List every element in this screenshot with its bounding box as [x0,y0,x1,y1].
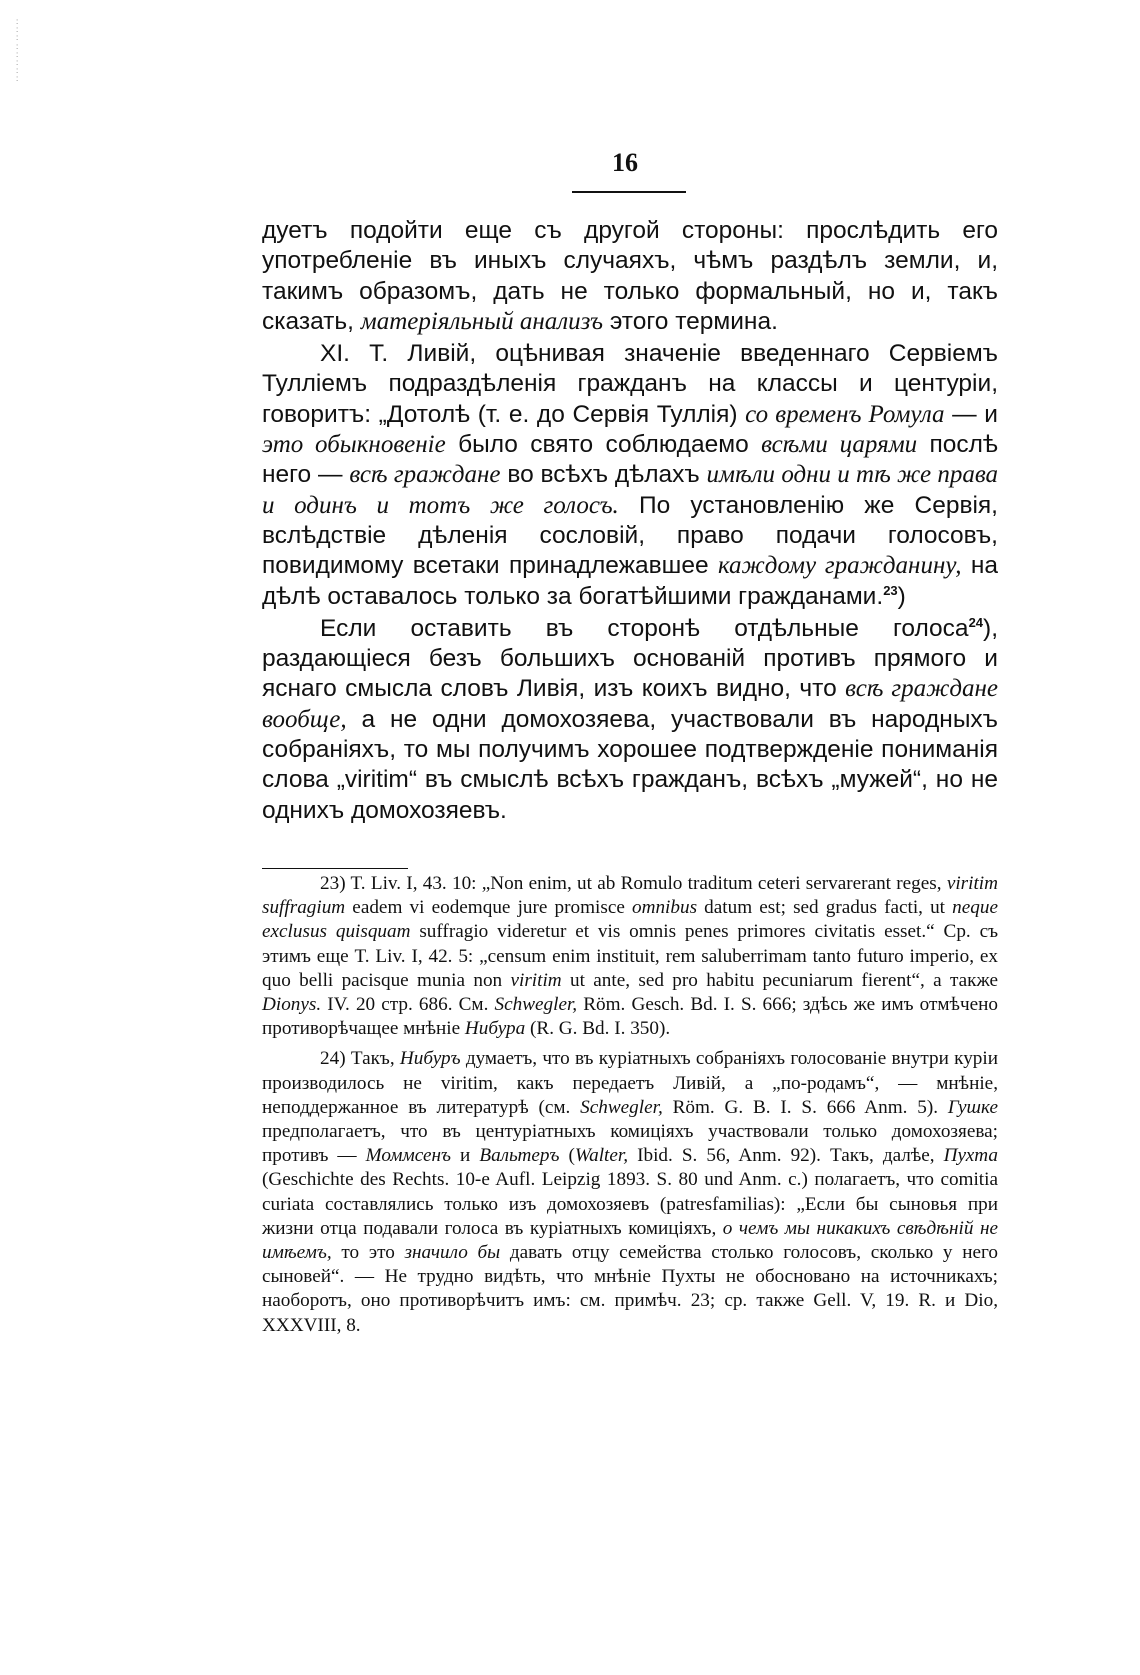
footnote-23: 23) T. Liv. I, 43. 10: „Non enim, ut ab Romulo traditum ceteri servarerant reges, viritim suffragium eadem vi eodemque jure promisce omnibus datum est; sed gradus facti, ut neque exclusus quisquam suffragio videretur et vis omnis penes primores civitatis esset.“ Ср. съ этимъ еще T. Liv. I, 42. 5: „censum enim instituit, rem saluberrimam tanto futuro imperio, ex quo belli pacisque munia non viritim ut ante, sed pro habitu pecuniarum fierent“, а также Dionys. IV. 20 стр. 686. См. Schwegler, Röm. Gesch. Bd. I. S. 666; здѣсь же имъ отмѣчено противорѣчащее мнѣніе Нибура (R. G. Bd. I. 350). [262,873,999,1040]
scan-margin-marks: : : : : : : : : [16,17,19,84]
footnote-24: 24) Такъ, Нибуръ думаетъ, что въ куріатныхъ собраніяхъ голосованіе внутри куріи производилось не viritim, какъ передаетъ Ливій, а „по-родамъ“, — мнѣніе, неподдержанное въ литературѣ (см. Schwegler, Röm. G. B. I. S. 666 Anm. 5). Гушке предполагаетъ, что въ центуріатныхъ комиціяхъ участвовали только домохозяева; противъ — Моммсенъ и Вальтеръ (Walter, Ibid. S. 56, Anm. 92). Такъ, далѣе, Пухта (Geschichte des Rechts. 10-e Aufl. Leipzig 1893. S. 80 und Anm. c.) полагаетъ, что comitia curiata составлялись только изъ домохозяевъ (patresfamilias): „Если бы сыновья при жизни отца подавали голоса въ куріатныхъ комиціяхъ, о чемъ мы никакихъ свѣдѣній не имѣемъ, то это значило бы давать отцу семейства столько голосовъ, сколько у него сыновей“. — Не трудно видѣть, что мнѣніе Пухты не обосновано на источникахъ; наоборотъ, оно противорѣчитъ имъ: см. примѣч. 23; ср. также Gell. V, 19. R. и Dio, XXXVIII, 8. [262,1048,998,1336]
footnotes [262,872,998,1338]
paragraph-2: XI. Т. Ливій, оцѣнивая значеніе введеннаго Сервіемъ Тулліемъ подраздѣленія гражданъ на классы и центуріи, говоритъ: „Дотолѣ (т. е. до Сервія Туллія) со временъ Ромула — и это обыкновеніе было свято соблюдаемо всѣми царями послѣ него — всѣ граждане во всѣхъ дѣлахъ имѣли одни и тѣ же права и одинъ и тотъ же голосъ. По установленію же Сервія, вслѣдствіе дѣленія сословій, право подачи голосовъ, повидимому всетаки принадлежавшее каждому гражданину, на дѣлѣ оставалось только за богатѣйшими гражданами.$^{23}$) [262,340,999,610]
page-number: 16 [612,148,638,177]
page-number-rule [572,191,686,193]
paragraph-3: Если оставить въ сторонѣ отдѣльные голоса$^{24}$), раздающіеся безъ большихъ основаній противъ прямого и яснаго смысла словъ Ливія, изъ коихъ видно, что всѣ граждане вообще, а не одни домохозяева, участвовали въ народныхъ собраніяхъ, то мы получимъ хорошее подтвержденіе пониманія слова „viritim“ въ смыслѣ всѣхъ гражданъ, всѣхъ „мужей“, но не однихъ домохозяевъ. [262,614,998,824]
footnote-separator [262,868,408,869]
main-text [262,216,998,826]
footnote-ref-23[interactable]: 23 [883,582,898,598]
footnote-ref-24[interactable]: 24 [968,614,984,630]
paragraph-1: дуетъ подойти еще съ другой стороны: прослѣдить его употребленіе въ иныхъ случаяхъ, чѣмъ раздѣлъ земли, и, такимъ образомъ, дать не только формальный, но и, такъ сказать, матеріяльный анализъ этого термина. [262,217,998,335]
